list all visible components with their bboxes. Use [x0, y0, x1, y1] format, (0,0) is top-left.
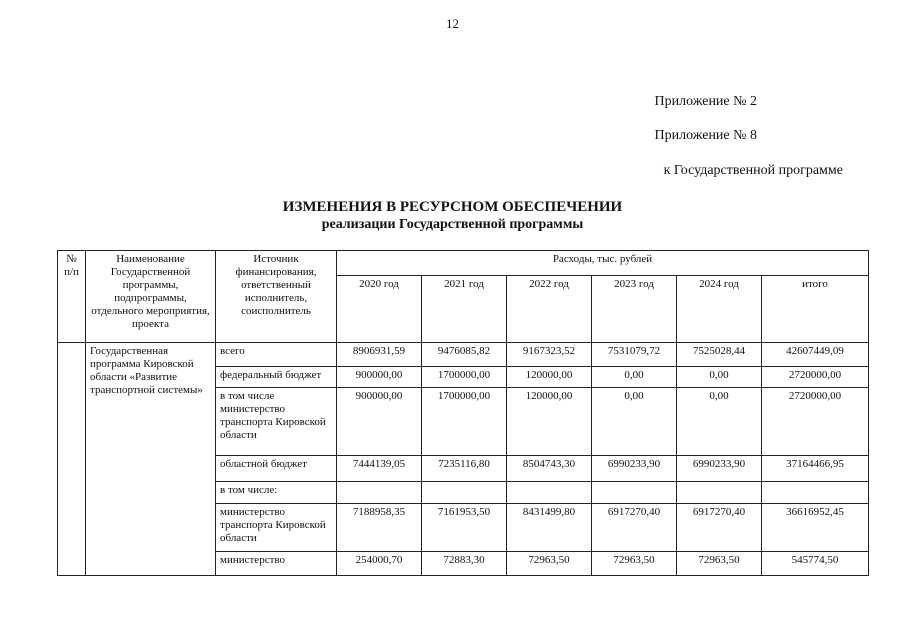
value-cell: 7235116,80 [422, 456, 507, 482]
value-cell [507, 482, 592, 504]
program-name-cell: Государственная программа Кировской области «Развитие транспортной системы» [86, 343, 216, 576]
document-title [0, 198, 905, 234]
total-cell: 545774,50 [762, 552, 869, 576]
header-year: 2023 год [592, 276, 677, 343]
total-cell [762, 482, 869, 504]
value-cell: 0,00 [677, 388, 762, 456]
document-title-line-2: реализации Государственной программы [321, 217, 584, 232]
value-cell: 7531079,72 [592, 343, 677, 367]
page-number: 12 [446, 16, 459, 31]
header-year: 2022 год [507, 276, 592, 343]
value-cell: 7188958,35 [337, 504, 422, 552]
value-cell: 8431499,80 [507, 504, 592, 552]
row-num-cell [58, 343, 86, 576]
document-title-line-1: ИЗМЕНЕНИЯ В РЕСУРСНОМ ОБЕСПЕЧЕНИИ [282, 199, 623, 215]
header-total: итого [762, 276, 869, 343]
source-cell: федеральный бюджет [216, 367, 337, 388]
value-cell: 8906931,59 [337, 343, 422, 367]
table-row [58, 343, 869, 367]
value-cell [422, 482, 507, 504]
value-cell: 120000,00 [507, 388, 592, 456]
value-cell: 9167323,52 [507, 343, 592, 367]
value-cell: 0,00 [677, 367, 762, 388]
value-cell: 120000,00 [507, 367, 592, 388]
value-cell: 900000,00 [337, 367, 422, 388]
header-source: Источник финансирования, ответственный исполнитель, соисполнитель [216, 251, 337, 343]
total-cell: 37164466,95 [762, 456, 869, 482]
value-cell: 0,00 [592, 367, 677, 388]
header-year: 2021 год [422, 276, 507, 343]
total-cell: 36616952,45 [762, 504, 869, 552]
source-cell: министерство транспорта Кировской области [216, 504, 337, 552]
value-cell [337, 482, 422, 504]
value-cell: 72963,50 [592, 552, 677, 576]
value-cell: 6917270,40 [677, 504, 762, 552]
value-cell: 6990233,90 [677, 456, 762, 482]
value-cell: 72963,50 [507, 552, 592, 576]
value-cell: 254000,70 [337, 552, 422, 576]
header-expenses: Расходы, тыс. рублей [337, 251, 869, 276]
appendix-line-2: Приложение № 8 [654, 128, 757, 143]
value-cell: 6917270,40 [592, 504, 677, 552]
value-cell: 9476085,82 [422, 343, 507, 367]
value-cell: 72883,30 [422, 552, 507, 576]
value-cell [677, 482, 762, 504]
total-cell: 2720000,00 [762, 388, 869, 456]
value-cell: 900000,00 [337, 388, 422, 456]
header-year: 2020 год [337, 276, 422, 343]
source-cell: областной бюджет [216, 456, 337, 482]
value-cell: 7444139,05 [337, 456, 422, 482]
header-year: 2024 год [677, 276, 762, 343]
value-cell: 0,00 [592, 388, 677, 456]
source-cell: в том числе министерство транспорта Кировской области [216, 388, 337, 456]
header-name: Наименование Государственной программы, подпрограммы, отдельного мероприятия, проекта [86, 251, 216, 343]
value-cell: 1700000,00 [422, 367, 507, 388]
value-cell: 1700000,00 [422, 388, 507, 456]
value-cell: 7525028,44 [677, 343, 762, 367]
source-cell: всего [216, 343, 337, 367]
appendix-line-3: к Государственной программе [663, 163, 843, 178]
appendix-line-1: Приложение № 2 [654, 94, 757, 109]
total-cell: 42607449,09 [762, 343, 869, 367]
source-cell: министерство [216, 552, 337, 576]
value-cell: 72963,50 [677, 552, 762, 576]
resource-table [57, 250, 869, 576]
header-row-top [58, 251, 869, 276]
value-cell: 6990233,90 [592, 456, 677, 482]
source-cell: в том числе: [216, 482, 337, 504]
total-cell: 2720000,00 [762, 367, 869, 388]
value-cell: 7161953,50 [422, 504, 507, 552]
header-num: № п/п [58, 251, 86, 343]
value-cell: 8504743,30 [507, 456, 592, 482]
value-cell [592, 482, 677, 504]
